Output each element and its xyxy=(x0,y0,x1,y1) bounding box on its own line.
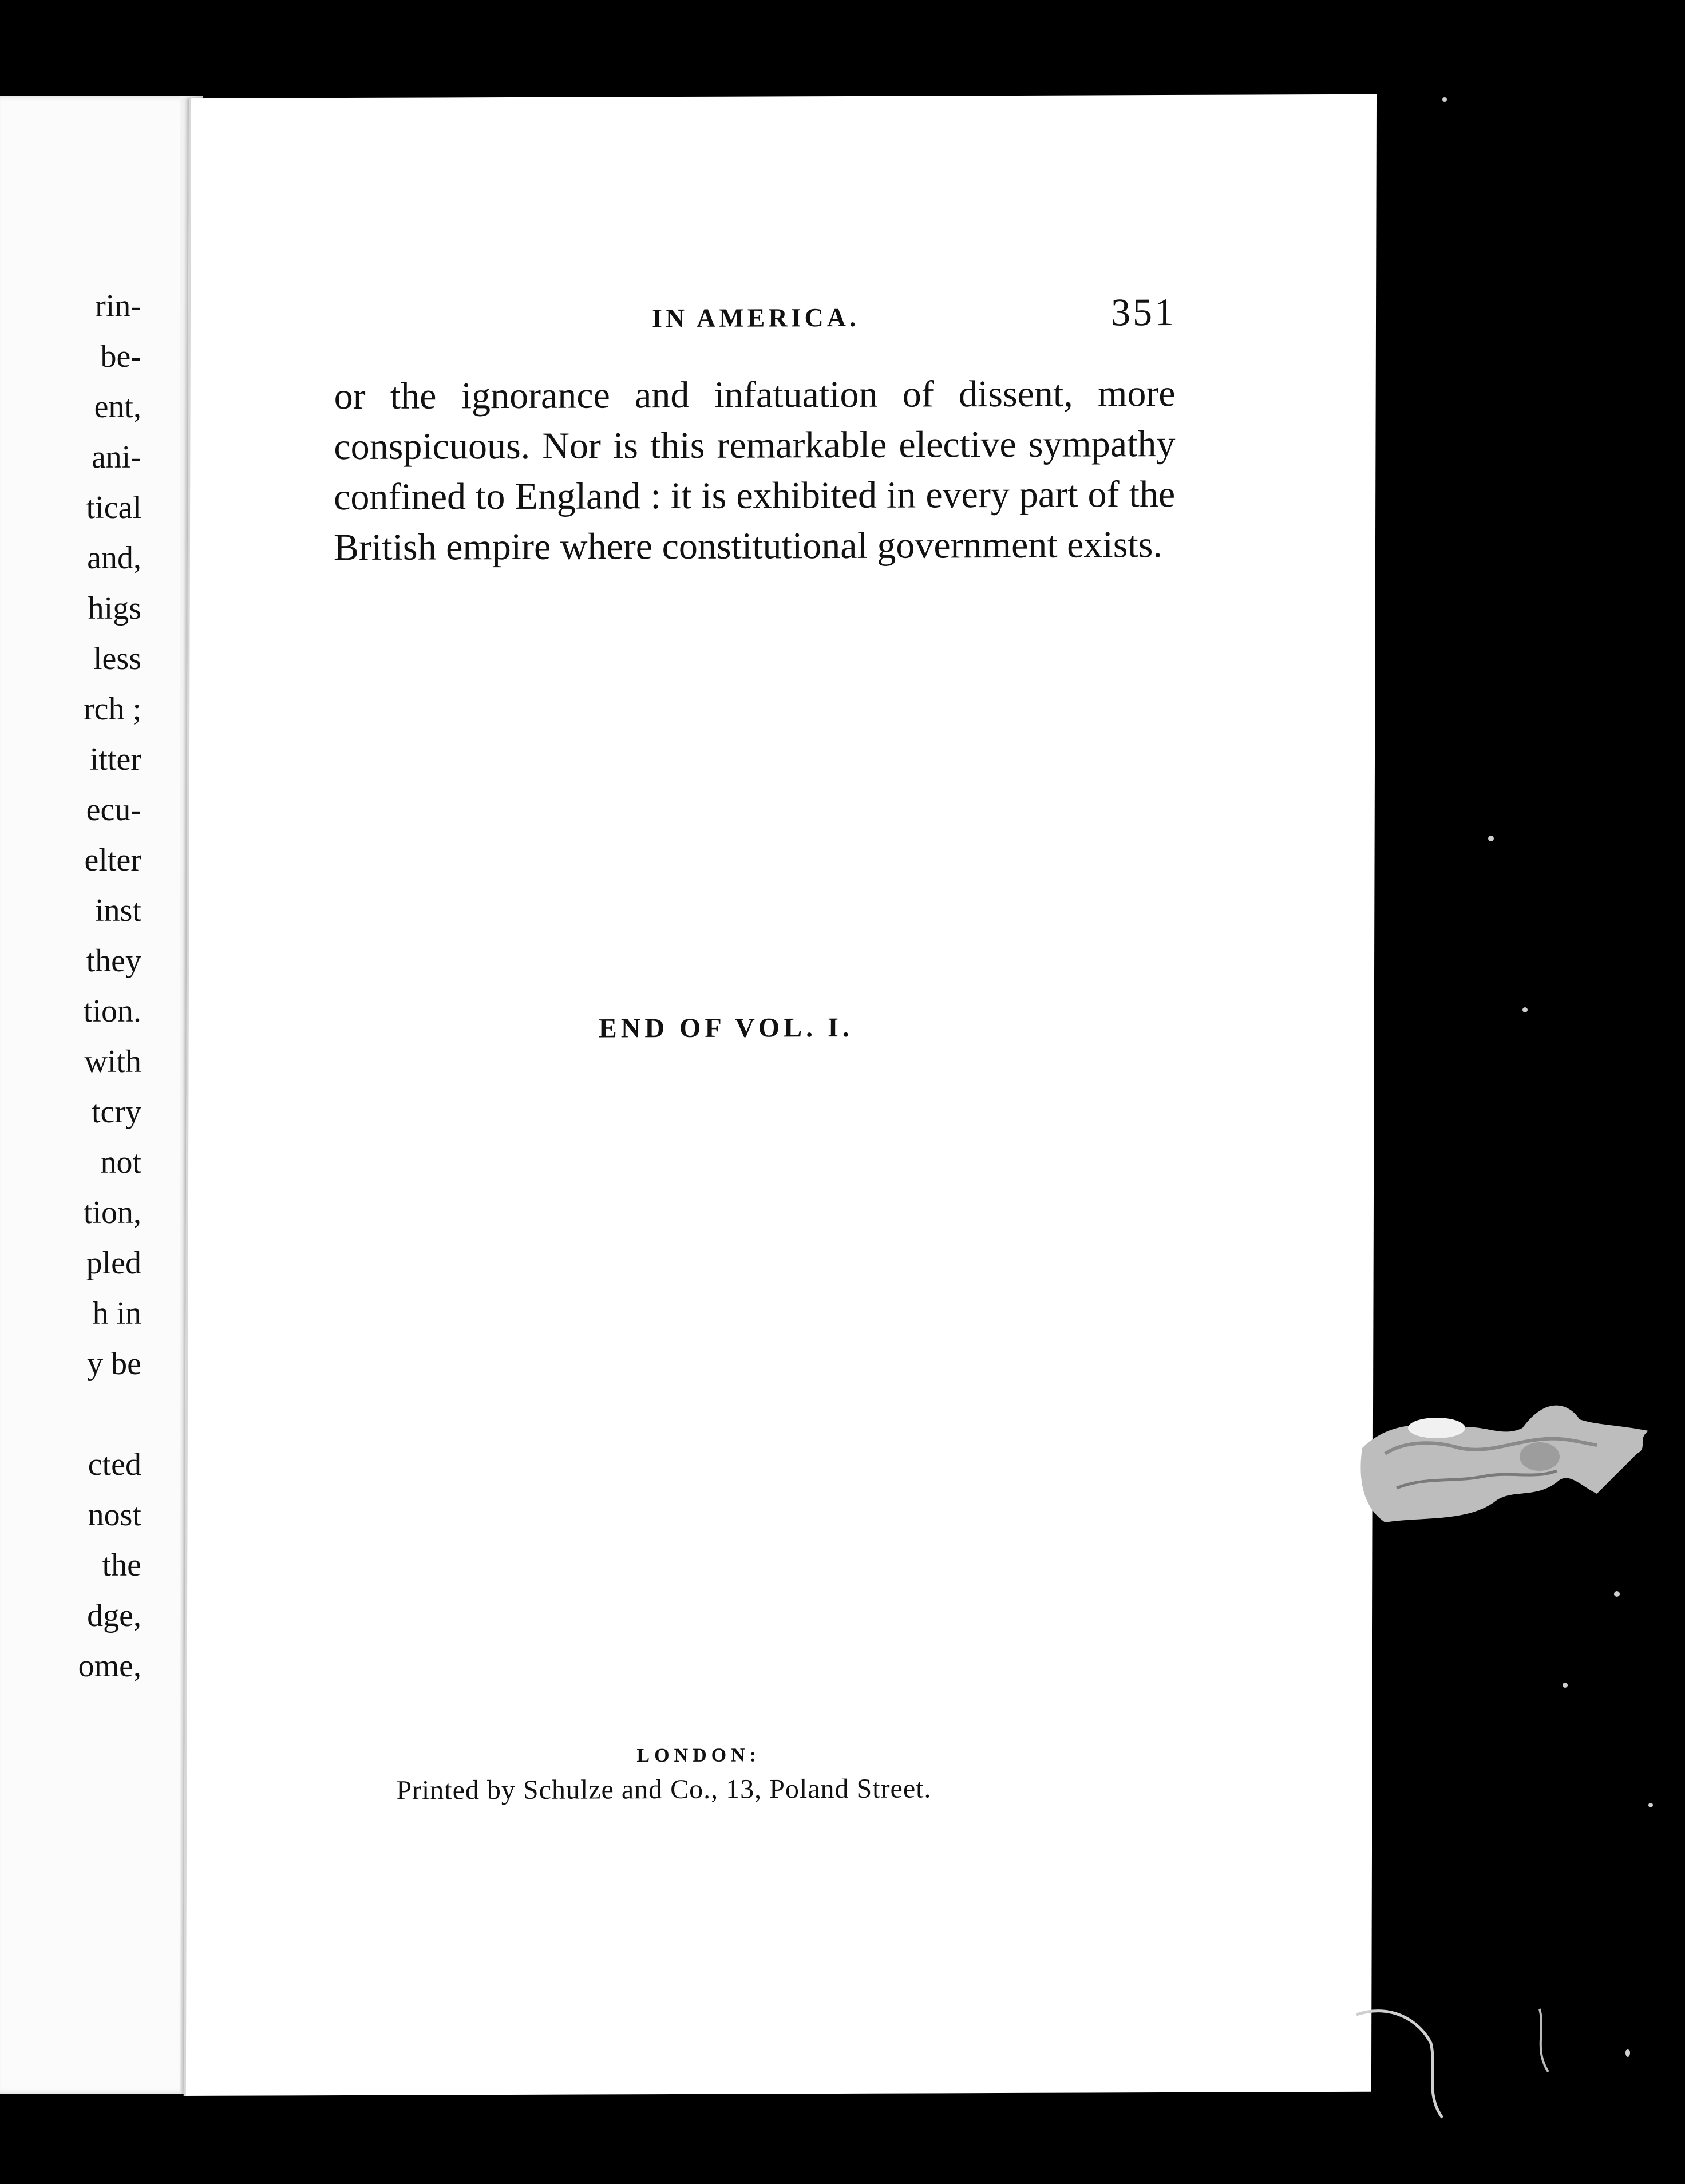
left-line-fragment: tical xyxy=(86,490,141,525)
left-line-fragment: nost xyxy=(88,1497,141,1533)
left-line-fragment: higs xyxy=(88,591,141,626)
left-line-fragment: tion, xyxy=(83,1195,141,1231)
left-line-fragment: itter xyxy=(89,742,141,777)
left-line-fragment: ani- xyxy=(91,440,141,475)
scan-debris-image xyxy=(1351,1385,1660,1551)
page-number: 351 xyxy=(1110,290,1177,334)
scan-hair-image xyxy=(1351,1997,1580,2141)
left-line-fragment: h in xyxy=(92,1296,141,1331)
left-line-fragment: not xyxy=(100,1145,141,1180)
left-line-fragment: rin- xyxy=(95,288,141,324)
end-of-volume-note: END OF VOL. I. xyxy=(598,1012,853,1044)
left-line-fragment: rch ; xyxy=(83,691,141,727)
imprint-city: LONDON: xyxy=(636,1744,761,1767)
body-paragraph: or the ignorance and infatuation of dissent, more conspicuous. Nor is this remarkable elective sympathy confined to England : it is exhibited in every part of the British empire where constitutional government exists. xyxy=(333,372,1176,569)
left-line-fragment: ent, xyxy=(94,389,141,425)
left-line-fragment: y be xyxy=(87,1346,141,1382)
left-line-fragment: inst xyxy=(95,893,141,928)
left-line-fragment: and, xyxy=(87,540,141,576)
left-line-fragment: ome, xyxy=(78,1648,141,1684)
left-line-fragment: ecu- xyxy=(86,792,141,828)
left-line-fragment: less xyxy=(93,641,141,676)
left-line-fragment: tcry xyxy=(91,1094,141,1130)
running-head: IN AMERICA. xyxy=(651,302,860,333)
left-line-fragment: the xyxy=(102,1548,141,1583)
left-line-fragment: they xyxy=(86,943,141,979)
left-line-fragment: dge, xyxy=(87,1598,141,1633)
right-page xyxy=(184,94,1377,2096)
imprint-printer: Printed by Schulze and Co., 13, Poland Street. xyxy=(396,1773,932,1806)
left-line-fragment: pled xyxy=(86,1245,141,1281)
left-page xyxy=(0,96,203,2094)
left-line-fragment: tion. xyxy=(83,994,141,1029)
left-line-fragment: be- xyxy=(100,339,141,374)
left-line-fragment: elter xyxy=(84,842,141,878)
left-line-fragment: with xyxy=(84,1044,141,1079)
left-line-fragment: cted xyxy=(88,1447,141,1482)
